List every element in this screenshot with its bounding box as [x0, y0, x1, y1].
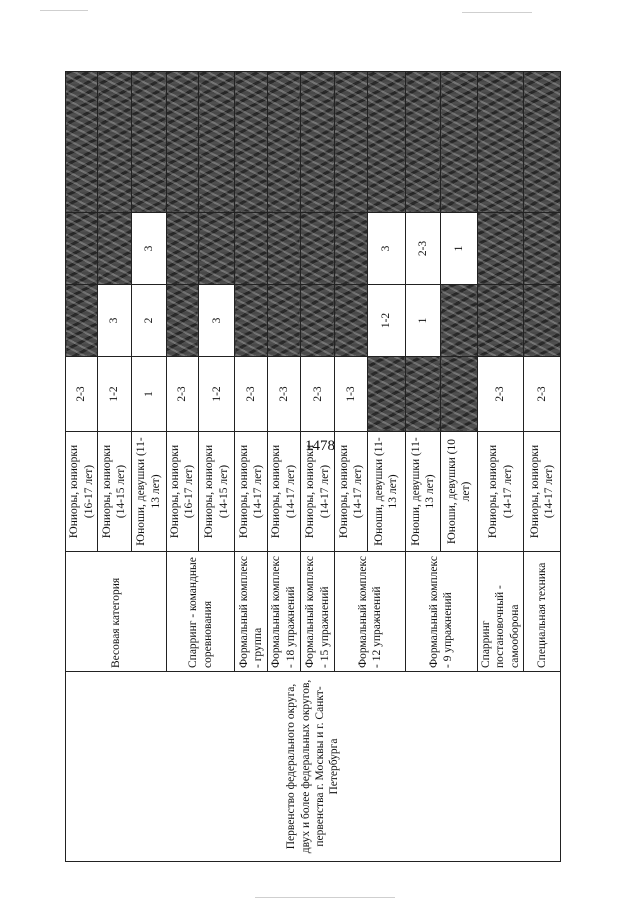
shaded-cell	[405, 72, 440, 213]
shaded-cell	[235, 72, 267, 213]
scan-mark	[462, 12, 532, 13]
value-cell: 2	[131, 285, 166, 357]
shaded-cell	[367, 72, 405, 213]
discipline-name: Спарринг постановочный - самооборона	[477, 552, 524, 672]
value-cell	[98, 213, 131, 285]
value-cell: 3	[98, 285, 131, 357]
value-cell: 1-2	[199, 357, 235, 432]
shaded-cell	[267, 72, 300, 213]
value-cell: 1	[441, 213, 477, 285]
shaded-cell	[199, 72, 235, 213]
shaded-cell	[300, 72, 334, 213]
value-cell	[524, 285, 561, 357]
value-cell	[199, 213, 235, 285]
value-cell	[235, 213, 267, 285]
shaded-cell	[98, 72, 131, 213]
value-cell	[477, 285, 524, 357]
scan-mark	[40, 10, 88, 11]
discipline-name: Формальный комплекс - 15 упражнений	[300, 552, 334, 672]
discipline-name: Весовая категория	[66, 552, 167, 672]
value-cell	[166, 285, 198, 357]
discipline-name: Формальный комплекс - 18 упражнений	[267, 552, 300, 672]
discipline-name: Формальный комплекс - 9 упражнений	[405, 552, 477, 672]
value-cell	[441, 285, 477, 357]
table-row	[66, 72, 98, 862]
shaded-cell	[166, 72, 198, 213]
age-group: Юниоры, юниорки (14-17 лет)	[235, 432, 267, 552]
competition-name: Первенство федерального округа, двух и более федеральных округов, первенства г. Москвы и г. Санкт-Петербурга	[66, 672, 561, 862]
value-cell: 2-3	[235, 357, 267, 432]
age-group: Юноши, девушки (11-13 лет)	[405, 432, 440, 552]
value-cell: 3	[131, 213, 166, 285]
value-cell: 1-2	[98, 357, 131, 432]
shaded-cell	[66, 72, 98, 213]
value-cell	[66, 285, 98, 357]
value-cell	[267, 285, 300, 357]
value-cell: 1-3	[335, 357, 367, 432]
age-group: Юниоры, юниорки (14-17 лет)	[477, 432, 524, 552]
shaded-cell	[477, 72, 524, 213]
value-cell	[335, 213, 367, 285]
shaded-cell	[441, 72, 477, 213]
value-cell: 2-3	[524, 357, 561, 432]
shaded-cell	[131, 72, 166, 213]
discipline-name: Спарринг - командные соревнования	[166, 552, 235, 672]
value-cell	[335, 285, 367, 357]
age-group: Юноши, девушки (11-13 лет)	[131, 432, 166, 552]
value-cell	[66, 213, 98, 285]
value-cell	[405, 357, 440, 432]
age-group: Юниоры, юниорки (16-17 лет)	[66, 432, 98, 552]
age-group: Юноши, девушки (11-13 лет)	[367, 432, 405, 552]
value-cell	[441, 357, 477, 432]
age-group: Юниоры, юниорки (14-17 лет)	[335, 432, 367, 552]
value-cell: 2-3	[166, 357, 198, 432]
value-cell: 2-3	[66, 357, 98, 432]
rotated-table-container	[65, 72, 561, 862]
value-cell	[300, 285, 334, 357]
value-cell: 2-3	[405, 213, 440, 285]
value-cell	[300, 213, 334, 285]
page-number: 1478	[305, 438, 335, 454]
shaded-cell	[524, 72, 561, 213]
value-cell	[235, 285, 267, 357]
value-cell: 1	[405, 285, 440, 357]
age-group: Юниоры, юниорки (14-15 лет)	[199, 432, 235, 552]
age-group: Юниоры, юниорки (14-17 лет)	[300, 432, 334, 552]
age-group: Юниоры, юниорки (14-15 лет)	[98, 432, 131, 552]
age-group: Юниоры, юниорки (14-17 лет)	[524, 432, 561, 552]
scan-mark	[255, 897, 395, 898]
age-group: Юниоры, юниорки (14-17 лет)	[267, 432, 300, 552]
value-cell	[524, 213, 561, 285]
value-cell: 1	[131, 357, 166, 432]
discipline-name: Формальный комплекс - группа	[235, 552, 267, 672]
value-cell	[477, 213, 524, 285]
value-cell	[166, 213, 198, 285]
value-cell: 2-3	[267, 357, 300, 432]
value-cell	[267, 213, 300, 285]
value-cell: 1-2	[367, 285, 405, 357]
competition-table	[65, 71, 561, 862]
value-cell: 3	[367, 213, 405, 285]
age-group: Юниоры, юниорки (16-17 лет)	[166, 432, 198, 552]
age-group: Юноши, девушки (10 лет)	[441, 432, 477, 552]
discipline-name: Специальная техника	[524, 552, 561, 672]
value-cell: 2-3	[300, 357, 334, 432]
shaded-cell	[335, 72, 367, 213]
value-cell: 2-3	[477, 357, 524, 432]
value-cell	[367, 357, 405, 432]
value-cell: 3	[199, 285, 235, 357]
discipline-name: Формальный комплекс - 12 упражнений	[335, 552, 406, 672]
